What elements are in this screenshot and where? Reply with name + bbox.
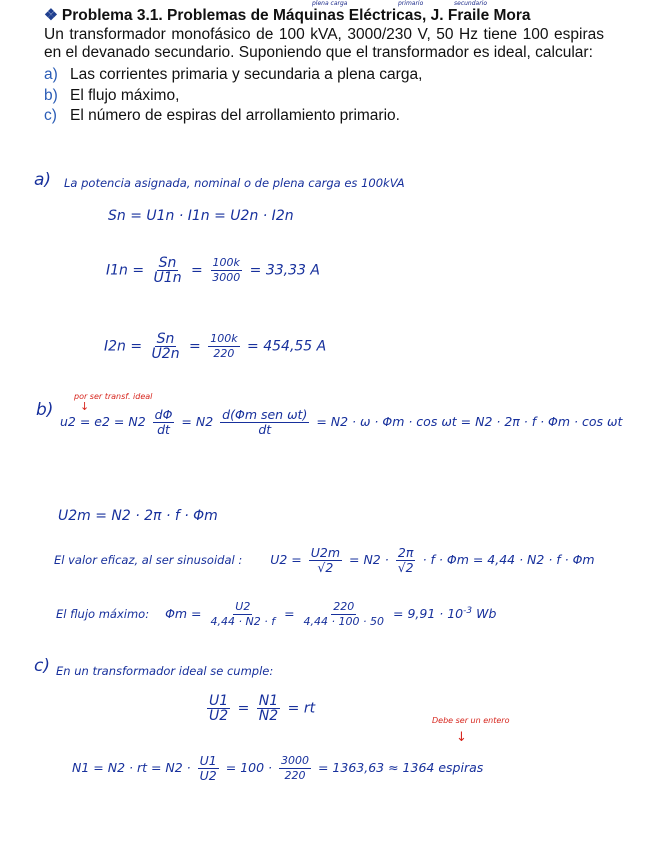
fraction [220,408,309,437]
i2n-lhs: I2n = [104,338,143,355]
rms-intro-text: El valor eficaz, al ser sinusoidal : [54,553,243,567]
fraction [198,754,219,783]
question-text: Las corrientes primaria y secundaria a plena carga, [70,66,423,83]
fraction-denominator: U2 [209,708,229,724]
diamond-bullet-icon: ❖ [44,7,58,24]
fraction-denominator: √2 [397,560,414,575]
fraction-denominator: 4,44 · 100 · 50 [303,615,385,628]
induced-voltage-equation [60,408,622,437]
fraction-denominator: 3000 [212,271,241,284]
fraction [302,600,386,629]
question-item [44,65,604,86]
flux-exponent: -3 [463,605,473,616]
ideal-transformer-note: por ser transf. ideal [74,392,153,401]
fraction [210,256,242,285]
fraction-numerator: U2m [310,545,341,560]
question-item [44,86,604,107]
fraction [152,256,184,285]
fraction-denominator: 4,44 · N2 · f [210,615,276,628]
problem-title [44,6,604,25]
fraction-denominator: dt [258,422,272,437]
fraction [209,600,278,629]
flux-intro-text: El flujo máximo: [56,607,150,621]
fraction-denominator: U2n [151,346,180,362]
i1n-lhs: I1n = [106,262,145,279]
equation-part: = N2 · [349,552,389,567]
fraction [396,546,416,575]
fraction [208,332,239,361]
fraction-numerator: U1 [209,693,229,709]
fraction-numerator: 100k [210,332,238,345]
fraction-denominator: 220 [213,347,235,360]
flux-unit: Wb [476,606,497,621]
n1-result: = 1363,63 ≈ 1364 espiras [317,760,484,775]
fraction-numerator: U1 [199,753,217,768]
equation-part: u2 = e2 = N2 [60,414,146,429]
fraction-denominator: √2 [317,560,334,575]
question-label: a) [44,66,58,83]
fraction-numerator: d(Φm sen ωt) [222,407,308,422]
equation-part: = N2 · ω · Φm · cos ωt = N2 · 2π · f · Φm · cos ωt [316,414,623,429]
equation-part: U2 = [270,552,302,567]
fraction-numerator: N1 [258,693,279,709]
question-text: El número de espiras del arrollamiento primario. [70,107,400,124]
problem-text: Un transformador monofásico de 100 kVA, 3000/230 V, 50 Hz tiene 100 espiras en el devanado secundario. Suponiendo que el transformador es ideal, calcular: [44,26,604,61]
problem-statement-block [44,6,604,127]
equation-part: = 100 · [225,760,273,775]
fraction [279,754,311,783]
rms-value-equation [54,546,595,575]
equation-part: = rt [287,700,316,717]
annotation-primario: primario [398,0,424,7]
question-item [44,106,604,127]
max-flux-equation [56,600,496,629]
part-c-label: c) [34,656,50,676]
question-label: c) [44,107,57,124]
annotation-plena-carga: plena carga [312,0,348,7]
ratio-equation [204,694,315,723]
fraction-numerator: 220 [333,600,355,613]
part-a-label: a) [34,170,52,190]
equals-sign: = [284,606,295,621]
problem-title-text: Problema 3.1. Problemas de Máquinas Eléctricas, J. Fraile Mora [61,7,531,24]
equals-sign: = [237,700,250,717]
fraction-denominator: dt [157,422,170,437]
flux-result: = 9,91 · 10 [393,606,464,621]
part-b-label: b) [36,400,54,420]
equals-sign: = [191,262,203,279]
equation-part: = N2 [181,414,214,429]
equation-part: N1 = N2 · rt = N2 · [72,760,191,775]
fraction-denominator: U2 [199,768,217,783]
integer-note: Debe ser un entero [432,716,510,725]
fraction [309,546,342,575]
fraction-numerator: U2 [235,600,251,613]
fraction-numerator: 100k [212,256,240,269]
u2m-equation: U2m = N2 · 2π · f · Φm [58,508,218,524]
equals-sign: = [189,338,201,355]
sn-equation: Sn = U1n · I1n = U2n · I2n [108,208,294,224]
fraction-denominator: 220 [284,769,306,782]
i1n-equation [106,256,320,285]
question-list [44,65,604,127]
part-c-intro: En un transformador ideal se cumple: [56,664,274,678]
down-arrow-icon: ↓ [80,400,90,413]
i2n-result: = 454,55 A [247,338,327,355]
down-arrow-icon: ↓ [456,730,467,745]
n1-equation [72,754,483,783]
i1n-result: = 33,33 A [249,262,320,279]
part-a-intro: La potencia asignada, nominal o de plena carga es 100kVA [64,176,405,190]
i2n-equation [104,332,326,361]
fraction-numerator: 3000 [281,754,309,767]
question-label: b) [44,86,58,104]
annotation-secundario: secundario [454,0,488,7]
fraction-numerator: Sn [156,331,175,347]
fraction [207,694,230,723]
fraction [150,332,182,361]
question-text: El flujo máximo, [70,86,180,104]
fraction-numerator: 2π [397,545,414,560]
equation-part: Φm = [165,606,202,621]
fraction-denominator: U1n [153,270,182,286]
fraction-denominator: N2 [258,708,279,724]
fraction [257,694,280,723]
equation-part: · f · Φm = 4,44 · N2 · f · Φm [422,552,595,567]
fraction [153,408,175,437]
fraction-numerator: dΦ [154,407,173,422]
fraction-numerator: Sn [158,255,177,271]
